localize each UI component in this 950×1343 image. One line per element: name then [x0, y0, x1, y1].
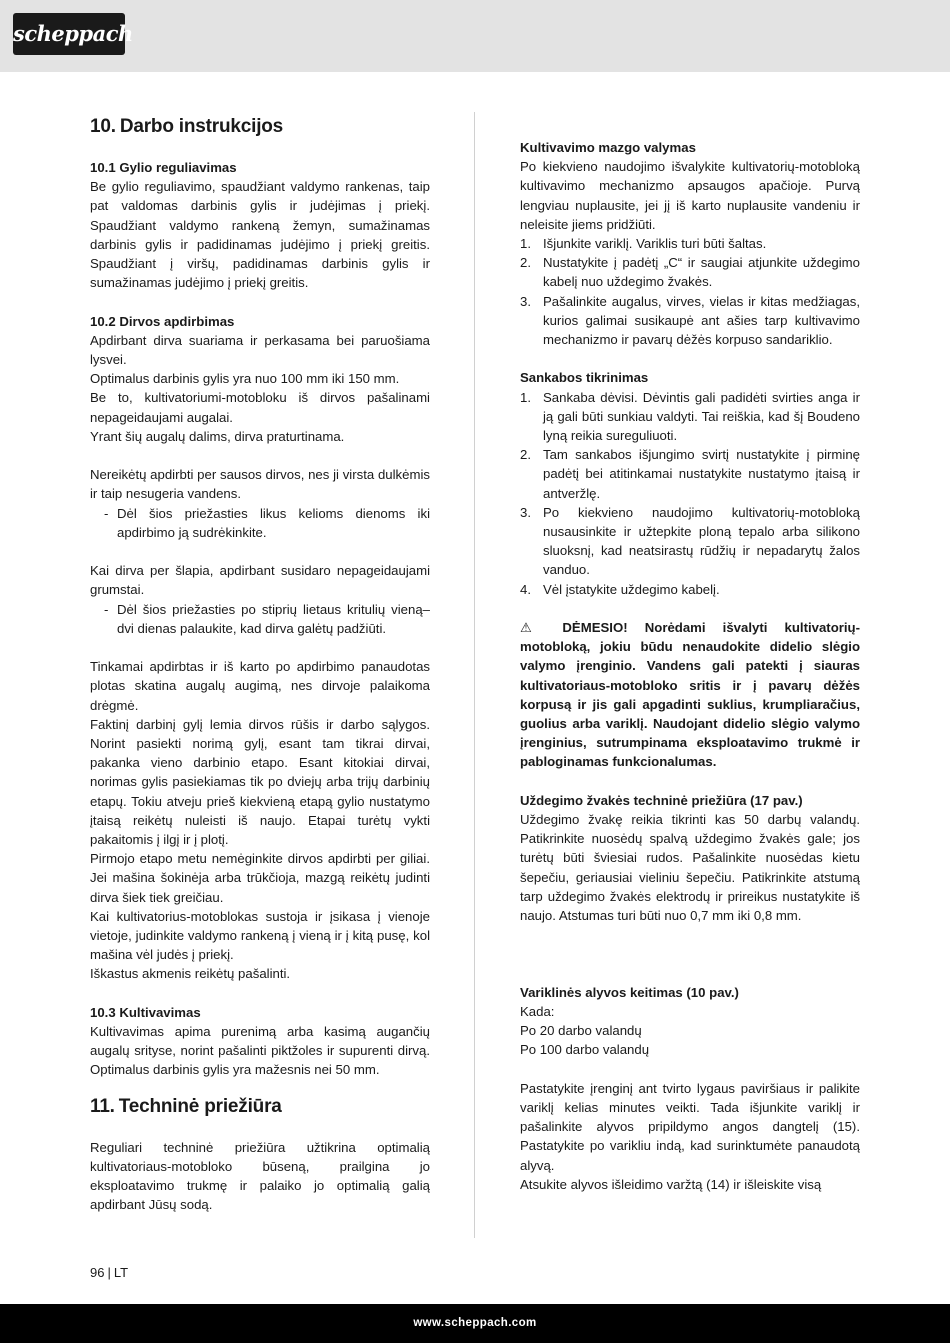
dash-list-item: - Dėl šios priežasties likus kelioms dienoms iki apdirbimo ją sudrėkinkite.	[104, 505, 430, 540]
list-item: 2. Tam sankabos išjungimo svirtį nustatykite į pirminę padėtį bei atitinkamai nustatykite nustatymo įtaisą ir antveržlę.	[520, 447, 860, 501]
paragraph: Pastatykite įrenginį ant tvirto lygaus paviršiaus ir palikite variklį kelias minutes veikti. Tada išjunkite variklį ir pašalinkite alyvos pripildymo angos dangtelį (15). Pastatykite po varikliu indą, kad surinktumėte panaudotą alyvą.	[520, 1080, 860, 1173]
oil-when: Kada:	[520, 1004, 555, 1020]
page-number: 96	[90, 1265, 105, 1280]
paragraph: Iškastus akmenis reikėtų pašalinti.	[90, 966, 291, 982]
website-link[interactable]: www.scheppach.com	[413, 1317, 537, 1329]
section-10-3-heading: 10.3 Kultivavimas	[90, 1004, 201, 1020]
section-11-text: Reguliari techninė priežiūra užtikrina optimalią kultivatoriaus-motobloko būseną, prailgina jo eksploatavimo trukmę ir palaiko jo optimalią galią apdirbant Jūsų sodą.	[90, 1139, 430, 1213]
paragraph: Faktinį darbinį gylį lemia dirvos rūšis ir darbo sąlygos. Norint pasiekti norimą gylį, esant tam tikrai dirvai, pakanka vieno darbinio etapo. Esant kitokiai dirvai, norimas gylis pasiekiamas tik po dviejų arba trijų darbinių etapų. Tokiu atveju prieš kiekvieną etapą gylio nustatymo įtaisą reikėtų nuleisti iš naujo. Etapai turėtų vykti pakaitomis į ilgį ir į plotį.	[90, 716, 430, 848]
header-bar	[0, 0, 950, 72]
warning-text: DĖMESIO! Norėdami išvalyti kultivatorių-motobloką, jokiu būdu nenaudokite didelio slėgio valymo įrenginio. Vandens gali patekti į siauras kultivatoriaus-motobloko sritis ir į pavarų dėžės korpusą ir jis gali apgadinti suklius, krumpliaračius, guolius arba variklį. Naudojant didelio slėgio valymo įrenginius, sutrumpinama eksploatavimo trukmė ir pabloginamas funkcionalumas.	[520, 620, 860, 770]
cleaning-heading: Kultivavimo mazgo valymas	[520, 140, 696, 155]
section-11-heading	[90, 1094, 430, 1120]
spark-plug-text: Uždegimo žvakę reikia tikrinti kas 50 darbų valandų. Patikrinkite nuosėdų spalvą uždegimo žvakės gale; jos turėtų būti šviesiai rudos. Pašalinkite nuosėdas kietu šepečiu, geriausiai vieliniu šepečiu. Patikrinkite atstumą tarp uždegimo žvakės elektrodų ir prireikus nustatykite iš naujo. Atstumas turi būti nuo 0,7 mm iki 0,8 mm.	[520, 812, 860, 924]
section-10-1-text: Be gylio reguliavimo, spaudžiant valdymo rankenas, taip pat valdomas darbinis gylis ir judėjimas į priekį. Spaudžiant valdymo rankeną žemyn, sumažinamas darbinis gylis ir padidinamas judėjimo į priekį greitis. Spaudžiant į viršų, padidinamas darbinis gylis ir sumažinamas judėjimo į priekį greitis.	[90, 179, 430, 291]
left-column	[90, 114, 430, 1214]
section-10-number: 10.	[90, 116, 116, 137]
paragraph: Be to, kultivatoriumi-motobloku iš dirvos pašalinami nepageidaujami augalai.	[90, 390, 430, 425]
section-10-3-text: Kultivavimas apima purenimą arba kasimą augančių augalų srityse, norint pašalinti piktžoles ir supurenti dirvą. Optimalus darbinis gylis yra mažesnis nei 50 mm.	[90, 1024, 430, 1078]
list-item: 1. Sankaba dėvisi. Dėvintis gali padidėti svirties anga ir ją gali būti sunkiau valdyti. Tai reiškia, kad šį Boudeno lyną reikia sureguliuoti.	[520, 389, 860, 444]
footer-bar	[0, 1304, 950, 1343]
paragraph: Pirmojo etapo metu nemėginkite dirvos apdirbti per giliai. Jei mašina šokinėja arba trūkčioja, mazgą reikėtų judinti dirva šiek tiek greičiau.	[90, 851, 430, 905]
paragraph: Optimalus darbinis gylis yra nuo 100 mm iki 150 mm.	[90, 371, 400, 387]
warning-triangle-icon: ⚠	[520, 620, 546, 636]
section-10-1-heading: 10.1 Gylio reguliavimas	[90, 160, 237, 175]
right-column	[520, 138, 860, 1194]
paragraph: Apdirbant dirva suariama ir perkasama bei paruošiama lysvei.	[90, 332, 430, 368]
cleaning-text: Po kiekvieno naudojimo išvalykite kultivatorių-motobloką kultivavimo mechanizmo apsaugos apačioje. Purvą lengviau nuplausite, jei jį iš karto nuplausite vandeniu ir neleisite jiems pridžiūti.	[520, 159, 860, 232]
list-item: 3. Po kiekvieno naudojimo kultivatorių-motobloką nusausinkite ir užtepkite ploną tepalo arba silikono sluoksnį, kad neatsirastų rūdžių ir nepadarytų žalos vanduo.	[520, 504, 860, 578]
language-code: LT	[113, 1265, 129, 1280]
page-separator: |	[107, 1265, 111, 1280]
section-10-2-heading: 10.2 Dirvos apdirbimas	[90, 313, 235, 329]
page-number-label	[90, 1265, 128, 1280]
oil-interval: Po 20 darbo valandų	[520, 1023, 642, 1039]
dash-list-item: - Dėl šios priežasties po stiprių lietaus kritulių vieną–dvi dienas palaukite, kad dirva galėtų padžiūti.	[104, 601, 430, 636]
paragraph: Nereikėtų apdirbti per sausos dirvos, nes ji virsta dulkėmis ir taip nesugeria vandens.	[90, 467, 430, 502]
section-10-title: Darbo instrukcijos	[119, 116, 284, 137]
paragraph: Kai dirva per šlapia, apdirbant susidaro nepageidaujami grumstai.	[90, 563, 430, 598]
scheppach-logo: scheppach	[13, 13, 125, 55]
list-item: 3. Pašalinkite augalus, virves, vielas ir kitas medžiagas, kurios galimai susikaupė ant ašies tarp kultivavimo mechanizmo ir pavarų dėžės korpuso sandariklio.	[520, 293, 860, 348]
paragraph: Atsukite alyvos išleidimo varžtą (14) ir išleiskite visą	[520, 1176, 822, 1192]
section-11-title: Techninė priežiūra	[118, 1095, 282, 1117]
section-10-heading	[90, 114, 430, 140]
section-11-number: 11.	[90, 1095, 115, 1117]
oil-change-heading: Variklinės alyvos keitimas (10 pav.)	[520, 984, 739, 1000]
list-item: 1. Išjunkite variklį. Variklis turi būti šaltas.	[520, 236, 767, 252]
list-item: 4. Vėl įstatykite uždegimo kabelį.	[520, 581, 720, 597]
warning-block	[520, 618, 860, 772]
paragraph: Yrant šių augalų dalims, dirva praturtinama.	[90, 428, 345, 444]
list-item: 2. Nustatykite į padėtį „C“ ir saugiai atjunkite uždegimo kabelį nuo uždegimo žvakės.	[520, 255, 860, 290]
paragraph: Kai kultivatorius-motoblokas sustoja ir įsikasa į vienoje vietoje, judinkite valdymo rankeną į vieną ir į kitą pusę, kol mašina vėl judės į priekį.	[90, 908, 430, 963]
spark-plug-heading: Uždegimo žvakės techninė priežiūra (17 pav.)	[520, 792, 803, 808]
oil-interval: Po 100 darbo valandų	[520, 1042, 650, 1058]
column-divider	[474, 112, 475, 1238]
clutch-heading: Sankabos tikrinimas	[520, 370, 649, 386]
paragraph: Tinkamai apdirbtas ir iš karto po apdirbimo panaudotas plotas skatina augalų augimą, nes dirvoje palaikoma drėgmė.	[90, 659, 430, 713]
